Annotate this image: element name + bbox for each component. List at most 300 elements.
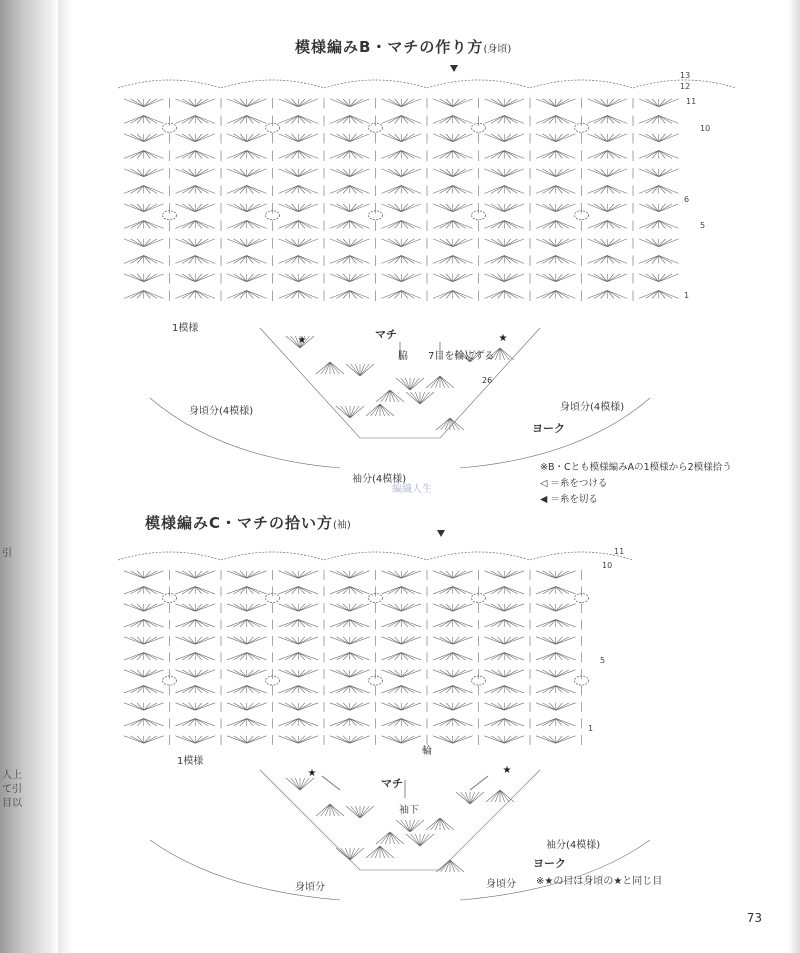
fan-stitch	[175, 587, 215, 594]
fan-stitch	[227, 221, 267, 229]
fan-stitch	[124, 670, 164, 677]
fan-stitch	[536, 703, 576, 710]
fan-stitch	[124, 571, 164, 578]
fan-stitch	[175, 653, 215, 660]
fan-stitch	[484, 637, 524, 644]
fan-stitch	[124, 239, 164, 247]
fan-stitch	[639, 186, 679, 194]
fan-stitch	[587, 151, 627, 159]
fan-stitch	[484, 604, 524, 611]
fan-stitch	[587, 116, 627, 124]
fan-stitch	[381, 256, 421, 264]
fan-stitch	[536, 221, 576, 229]
fan-stitch	[227, 670, 267, 677]
fan-stitch	[639, 99, 679, 107]
fan-stitch	[484, 134, 524, 142]
fan-stitch	[381, 653, 421, 660]
fan-stitch	[278, 637, 318, 644]
fan-stitch	[124, 256, 164, 264]
notes-block	[540, 460, 732, 508]
fan-stitch	[330, 151, 370, 159]
fan-stitch	[406, 392, 434, 404]
fan-stitch	[536, 571, 576, 578]
fan-stitch	[278, 653, 318, 660]
fan-stitch	[124, 703, 164, 710]
fan-stitch	[227, 736, 267, 743]
fan-stitch	[587, 204, 627, 212]
fan-stitch	[484, 703, 524, 710]
fan-stitch	[381, 221, 421, 229]
fan-stitch	[484, 571, 524, 578]
fan-stitch	[227, 169, 267, 177]
chain-arc	[324, 80, 427, 88]
fan-stitch	[484, 116, 524, 124]
fan-stitch	[587, 221, 627, 229]
chain-arc	[324, 552, 427, 560]
section-b-title-sub: (身頃)	[483, 44, 512, 55]
row-label: 1	[684, 291, 690, 300]
fan-stitch	[278, 204, 318, 212]
fan-stitch	[286, 778, 314, 790]
fan-stitch	[536, 587, 576, 594]
fan-stitch	[278, 239, 318, 247]
fan-stitch	[124, 116, 164, 124]
chain-arc	[530, 80, 633, 88]
fan-stitch	[587, 134, 627, 142]
fan-stitch	[124, 221, 164, 229]
chain-arc	[221, 552, 324, 560]
fan-stitch	[330, 116, 370, 124]
fan-stitch	[639, 239, 679, 247]
fan-stitch	[536, 169, 576, 177]
fan-stitch	[433, 703, 473, 710]
fan-stitch	[433, 620, 473, 627]
fan-stitch	[639, 256, 679, 264]
star-marker: ★	[498, 333, 508, 344]
repeat-label: 1模様	[177, 756, 204, 767]
fan-stitch	[536, 239, 576, 247]
arrow-diag	[470, 776, 488, 790]
fan-stitch	[124, 637, 164, 644]
yoke-label: ヨーク	[532, 422, 565, 435]
prev-page-text: 目以	[2, 798, 22, 809]
fan-stitch	[381, 186, 421, 194]
fan-stitch	[227, 686, 267, 693]
chain-arc	[427, 552, 530, 560]
fan-stitch	[227, 291, 267, 299]
page-number: 73	[746, 911, 762, 925]
fan-stitch	[536, 99, 576, 107]
fan-stitch	[124, 736, 164, 743]
fan-stitch	[536, 134, 576, 142]
fan-stitch	[124, 604, 164, 611]
fan-stitch	[381, 637, 421, 644]
fan-stitch	[381, 620, 421, 627]
fan-stitch	[433, 151, 473, 159]
fan-stitch	[124, 653, 164, 660]
fan-stitch	[433, 719, 473, 726]
fan-stitch	[484, 587, 524, 594]
repeat-label: 1模様	[172, 323, 199, 334]
row-label: 1	[588, 724, 594, 733]
fan-stitch	[381, 587, 421, 594]
fan-stitch	[227, 99, 267, 107]
fan-stitch	[587, 291, 627, 299]
fan-stitch	[381, 204, 421, 212]
fan-stitch	[175, 169, 215, 177]
fan-stitch	[330, 186, 370, 194]
fan-stitch	[227, 186, 267, 194]
fan-stitch	[278, 221, 318, 229]
fan-stitch	[396, 820, 424, 832]
fan-stitch	[278, 703, 318, 710]
fan-stitch	[381, 134, 421, 142]
fan-stitch	[124, 151, 164, 159]
fan-stitch	[587, 239, 627, 247]
fan-stitch	[639, 291, 679, 299]
fan-stitch	[484, 221, 524, 229]
yoke-label: ヨーク	[533, 857, 566, 870]
fan-stitch	[227, 620, 267, 627]
fan-stitch	[175, 703, 215, 710]
note-line: ◁ ＝糸をつける	[540, 478, 608, 489]
fan-stitch	[484, 169, 524, 177]
fan-stitch	[484, 686, 524, 693]
fan-stitch	[175, 604, 215, 611]
fan-stitch	[330, 686, 370, 693]
fan-stitch	[175, 256, 215, 264]
fan-stitch	[433, 571, 473, 578]
body-left-label: 身頃分	[295, 882, 325, 893]
fan-stitch	[124, 291, 164, 299]
row-label: 13	[680, 71, 691, 80]
fan-stitch	[316, 804, 344, 816]
fan-stitch	[175, 291, 215, 299]
fan-stitch	[330, 604, 370, 611]
fan-stitch	[536, 604, 576, 611]
fan-stitch	[175, 239, 215, 247]
fan-stitch	[433, 587, 473, 594]
fan-stitch	[278, 116, 318, 124]
fan-stitch	[536, 620, 576, 627]
section-c-title-text: 模様編みC・マチの拾い方	[145, 514, 334, 532]
fan-stitch	[124, 134, 164, 142]
fan-stitch	[278, 571, 318, 578]
fan-stitch	[227, 703, 267, 710]
fan-stitch	[330, 736, 370, 743]
fan-stitch	[426, 376, 454, 388]
fan-stitch	[484, 151, 524, 159]
prev-page-text: 引	[2, 548, 12, 559]
fan-stitch	[175, 736, 215, 743]
thread-cut-marker	[437, 530, 445, 537]
fan-stitch	[433, 239, 473, 247]
fan-stitch	[175, 134, 215, 142]
fan-stitch	[536, 116, 576, 124]
fan-stitch	[433, 99, 473, 107]
fan-stitch	[227, 134, 267, 142]
fan-stitch	[381, 736, 421, 743]
fan-stitch	[124, 204, 164, 212]
fan-stitch	[406, 834, 434, 846]
fan-stitch	[330, 703, 370, 710]
ring-label: 7目を輪にする	[428, 351, 495, 362]
row-26-label: 26	[482, 376, 493, 385]
fan-stitch	[433, 686, 473, 693]
fan-stitch	[175, 221, 215, 229]
row-label: 6	[684, 195, 690, 204]
fan-stitch	[278, 587, 318, 594]
body-right-label: 身頃分	[486, 879, 516, 890]
fan-stitch	[278, 686, 318, 693]
body-right-label: 身頃分(4模様)	[560, 402, 625, 413]
fan-stitch	[587, 99, 627, 107]
fan-stitch	[330, 571, 370, 578]
arrow-diag	[322, 776, 340, 790]
fan-stitch	[484, 736, 524, 743]
fan-stitch	[278, 719, 318, 726]
fan-stitch	[639, 204, 679, 212]
fan-stitch	[396, 378, 424, 390]
row-label: 12	[680, 82, 691, 91]
fan-stitch	[381, 670, 421, 677]
fan-stitch	[484, 719, 524, 726]
fan-stitch	[433, 291, 473, 299]
fan-stitch	[381, 604, 421, 611]
chain-arc	[118, 80, 221, 88]
fan-stitch	[227, 571, 267, 578]
fan-stitch	[175, 686, 215, 693]
fan-stitch	[587, 256, 627, 264]
fan-stitch	[278, 291, 318, 299]
section-c-title	[145, 512, 351, 533]
gusset-label: マチ	[381, 777, 403, 790]
row-label: 10	[700, 124, 711, 133]
fan-stitch	[536, 653, 576, 660]
fan-stitch	[587, 186, 627, 194]
fan-stitch	[124, 719, 164, 726]
fan-stitch	[330, 204, 370, 212]
fan-stitch	[330, 99, 370, 107]
fan-stitch	[639, 151, 679, 159]
fan-stitch	[330, 221, 370, 229]
fan-stitch	[330, 637, 370, 644]
fan-stitch	[330, 291, 370, 299]
thread-cut-marker	[450, 65, 458, 72]
fan-stitch	[433, 604, 473, 611]
fan-stitch	[381, 571, 421, 578]
row-label: 11	[686, 97, 697, 106]
fan-stitch	[227, 637, 267, 644]
chain-arc	[118, 552, 221, 560]
row-label: 5	[700, 221, 706, 230]
fan-stitch	[278, 604, 318, 611]
side-label: 脇	[398, 351, 408, 362]
fan-stitch	[124, 99, 164, 107]
fan-stitch	[278, 736, 318, 743]
fan-stitch	[366, 404, 394, 416]
fan-stitch	[376, 832, 404, 844]
fan-stitch	[227, 719, 267, 726]
fan-stitch	[330, 134, 370, 142]
fan-stitch	[381, 719, 421, 726]
fan-stitch	[175, 99, 215, 107]
fan-stitch	[124, 169, 164, 177]
chain-arc	[221, 80, 324, 88]
fan-stitch	[227, 204, 267, 212]
fan-stitch	[278, 256, 318, 264]
sleeve-label: 袖分(4模様)	[546, 840, 601, 851]
fan-stitch	[433, 116, 473, 124]
fan-stitch	[278, 670, 318, 677]
fan-stitch	[330, 587, 370, 594]
fan-stitch	[639, 221, 679, 229]
fan-stitch	[433, 637, 473, 644]
fan-stitch	[536, 291, 576, 299]
fan-stitch	[536, 186, 576, 194]
fan-stitch	[536, 670, 576, 677]
fan-stitch	[381, 274, 421, 282]
fan-stitch	[433, 204, 473, 212]
fan-stitch	[536, 204, 576, 212]
star-marker: ★	[502, 765, 512, 776]
fan-stitch	[587, 274, 627, 282]
section-c-title-sub: (袖)	[333, 520, 351, 531]
star-marker: ★	[297, 335, 307, 346]
fan-stitch	[536, 719, 576, 726]
fan-stitch	[316, 362, 344, 374]
fan-stitch	[639, 169, 679, 177]
fan-stitch	[278, 274, 318, 282]
fan-stitch	[484, 620, 524, 627]
fan-stitch	[227, 256, 267, 264]
fan-stitch	[587, 169, 627, 177]
fan-stitch	[484, 239, 524, 247]
fan-stitch	[381, 291, 421, 299]
fan-stitch	[536, 274, 576, 282]
prev-page-text: て引	[2, 784, 22, 795]
fan-stitch	[278, 99, 318, 107]
fan-stitch	[124, 274, 164, 282]
fan-stitch	[175, 116, 215, 124]
fan-stitch	[330, 719, 370, 726]
sleeve-label: 袖分(4模様)	[352, 474, 407, 485]
fan-stitch	[278, 151, 318, 159]
fan-stitch	[484, 186, 524, 194]
note-line: ◀ ＝糸を切る	[540, 494, 598, 505]
star-note: ※★の目は身頃の★と同じ目	[536, 876, 663, 887]
fan-stitch	[346, 806, 374, 818]
fan-stitch	[330, 653, 370, 660]
fan-stitch	[433, 670, 473, 677]
fan-stitch	[381, 99, 421, 107]
fan-stitch	[124, 686, 164, 693]
fan-stitch	[175, 571, 215, 578]
fan-stitch	[278, 169, 318, 177]
fan-stitch	[381, 151, 421, 159]
fan-stitch	[433, 736, 473, 743]
fan-stitch	[124, 186, 164, 194]
fan-stitch	[536, 736, 576, 743]
gusset-label: マチ	[375, 328, 397, 341]
underarm-label: 袖下	[399, 805, 419, 816]
fan-stitch	[124, 620, 164, 627]
fan-stitch	[175, 274, 215, 282]
fan-stitch	[484, 653, 524, 660]
chain-arc	[427, 80, 530, 88]
fan-stitch	[639, 116, 679, 124]
row-label: 5	[600, 656, 606, 665]
fan-stitch	[175, 637, 215, 644]
body-left-label: 身頃分(4模様)	[189, 406, 254, 417]
fan-stitch	[227, 653, 267, 660]
star-marker: ★	[307, 768, 317, 779]
fan-stitch	[433, 186, 473, 194]
row-label: 10	[602, 561, 613, 570]
note-line: ※B・Cとも模様編みAの1模様から2模様拾う	[540, 462, 732, 473]
fan-stitch	[330, 256, 370, 264]
fan-stitch	[433, 134, 473, 142]
fan-stitch	[639, 274, 679, 282]
fan-stitch	[175, 204, 215, 212]
fan-stitch	[346, 364, 374, 376]
fan-stitch	[436, 418, 464, 430]
fan-stitch	[330, 620, 370, 627]
fan-stitch	[278, 134, 318, 142]
fan-stitch	[330, 239, 370, 247]
ring-label: 輪	[422, 746, 432, 757]
fan-stitch	[433, 274, 473, 282]
fan-stitch	[381, 169, 421, 177]
fan-stitch	[227, 587, 267, 594]
fan-stitch	[175, 151, 215, 159]
fan-stitch	[330, 670, 370, 677]
fan-stitch	[536, 686, 576, 693]
fan-stitch	[426, 818, 454, 830]
fan-stitch	[227, 151, 267, 159]
fan-stitch	[381, 239, 421, 247]
fan-stitch	[484, 256, 524, 264]
fan-stitch	[227, 604, 267, 611]
fan-stitch	[433, 256, 473, 264]
fan-stitch	[124, 587, 164, 594]
fan-stitch	[278, 186, 318, 194]
fan-stitch	[278, 620, 318, 627]
fan-stitch	[175, 186, 215, 194]
watermark: 編織人生	[392, 484, 432, 495]
fan-stitch	[484, 291, 524, 299]
fan-stitch	[536, 637, 576, 644]
fan-stitch	[227, 239, 267, 247]
section-b-title-text: 模様編みB・マチの作り方	[295, 38, 484, 56]
fan-stitch	[175, 670, 215, 677]
fan-stitch	[639, 134, 679, 142]
fan-stitch	[433, 221, 473, 229]
fan-stitch	[381, 686, 421, 693]
fan-stitch	[330, 169, 370, 177]
fan-stitch	[366, 846, 394, 858]
row-label: 11	[614, 547, 625, 556]
fan-stitch	[376, 390, 404, 402]
fan-stitch	[381, 703, 421, 710]
fan-stitch	[227, 116, 267, 124]
fan-stitch	[456, 792, 484, 804]
fan-stitch	[381, 116, 421, 124]
fan-stitch	[433, 169, 473, 177]
fan-stitch	[536, 256, 576, 264]
fan-stitch	[175, 719, 215, 726]
fan-stitch	[484, 99, 524, 107]
